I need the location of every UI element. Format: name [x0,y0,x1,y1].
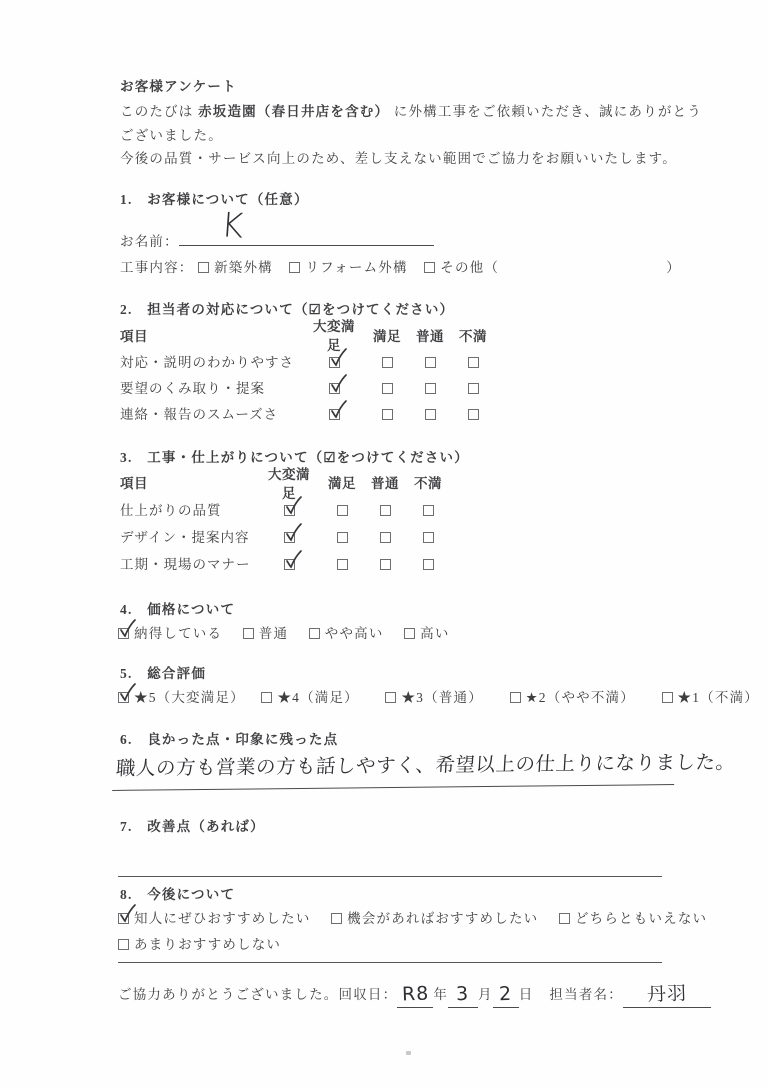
company-name: 赤坂造園（春日井店を含む） [198,104,390,119]
table-cell [310,380,358,399]
handwritten-checkmark [329,399,349,421]
option-label: ★1（不満） [677,690,759,705]
option-label: ★4（満足） [277,690,359,705]
table-cell [310,354,358,373]
table-cell [459,354,487,373]
handwritten-day: 2 [498,982,513,1006]
option-label: その他（ [440,260,500,275]
collection-year-field [397,980,433,1008]
column-header: 不満 [414,476,442,492]
rating-option-star1 [662,690,759,705]
checkbox [425,383,436,394]
checkbox [468,383,479,394]
checkbox [284,559,295,570]
table-cell [328,529,356,548]
intro-text: このたびは [120,104,199,119]
checkbox [329,383,340,394]
rating-option-star2 [510,690,640,705]
checkbox [118,913,129,924]
footer-divider [118,962,662,963]
option-label: 高い [420,626,450,641]
checkbox [118,939,129,950]
handwritten-year: R8 [401,982,430,1006]
checkbox [380,505,391,516]
checkbox [261,692,272,703]
checkbox [284,532,295,543]
price-option-normal [243,626,293,641]
table-cell [371,556,399,575]
staff-label: 担当者名： [549,987,623,1002]
handwritten-checkmark [284,549,304,571]
checkbox [510,692,521,703]
section4-title: 4. 価格について [120,602,236,617]
checkbox [380,559,391,570]
work-type-row [120,259,681,278]
handwritten-checkmark [118,618,138,640]
checkbox [289,262,300,273]
section7-title: 7. 改善点（あれば） [120,819,265,834]
option-label: ★3（普通） [401,690,483,705]
section5-title: 5. 総合評価 [120,666,207,681]
recommend-option-definitely [118,911,315,926]
section6-title: 6. 良かった点・印象に残った点 [120,732,339,747]
checkbox [404,628,415,639]
checkbox [423,532,434,543]
table-cell [265,529,313,548]
checkbox [385,692,396,703]
column-header: 大変満足 [268,466,310,501]
handwritten-checkmark [329,373,349,395]
checkbox [559,913,570,924]
year-label: 年 [433,987,449,1002]
table-cell [416,380,444,399]
table-cell [459,380,487,399]
work-option-new-build [198,260,277,275]
handwritten-name: K [219,205,246,248]
option-label: ★5（大変満足） [134,690,245,705]
price-option-satisfied [118,626,227,641]
table-cell [414,556,442,575]
section2-rating-table [120,319,487,428]
recommend-option-if-chance [331,911,543,926]
table-cell [414,502,442,521]
work-option-other [424,260,503,275]
checkbox [284,505,295,516]
row-label: 連絡・報告のスムーズさ [120,406,279,422]
section1-title: 1. お客様について（任意） [120,192,309,207]
intro-line-2: ございました。 [120,128,223,143]
collection-month-field [448,980,478,1008]
handwritten-checkmark [118,682,138,704]
checkbox [118,692,129,703]
option-label: 納得している [134,626,223,641]
checkbox [118,628,129,639]
paren-close: ） [666,260,681,275]
month-label: 月 [478,987,493,1002]
table-cell [373,406,401,425]
checkbox [329,357,340,368]
option-label: やや高い [324,626,384,641]
table-cell [328,556,356,575]
section3-rating-table [120,466,442,579]
handwritten-checkmark [284,522,304,544]
option-label: リフォーム外構 [305,260,408,275]
intro-line-3: 今後の品質・サービス向上のため、差し支えない範囲でご協力をお願いいたします。 [120,151,677,166]
column-header-item: 項目 [120,476,148,492]
checkbox [337,559,348,570]
handwritten-staff-name: 丹羽 [646,982,688,1006]
name-row [120,205,434,252]
checkbox [337,532,348,543]
row-label: 要望のくみ取り・提案 [120,380,265,396]
checkbox [662,692,673,703]
checkbox [424,262,435,273]
recommend-options-row2 [118,936,281,955]
handwritten-checkmark [329,347,349,369]
comment-field [112,749,737,791]
checkbox [423,505,434,516]
recommend-options-row1 [118,910,707,929]
rating-option-star4 [261,690,363,705]
column-header: 満足 [328,476,356,492]
checkbox [329,409,340,420]
scan-artifact-dot [406,1051,411,1055]
row-label: 工期・現場のマナー [120,557,251,573]
table-cell [328,502,356,521]
footer-row [118,980,711,1008]
work-type-label: 工事内容： [120,260,194,275]
checkbox [468,357,479,368]
table-cell [459,406,487,425]
name-label: お名前： [120,234,179,249]
checkbox [425,409,436,420]
name-field [179,205,434,248]
checkbox [380,532,391,543]
row-label: デザイン・提案内容 [120,530,250,546]
staff-name-field [623,980,711,1008]
table-cell [416,406,444,425]
column-header-item: 項目 [120,328,148,344]
option-label: あまりおすすめしない [134,937,282,952]
recommend-option-neutral [559,911,707,926]
price-option-high [404,626,449,641]
table-cell [414,529,442,548]
price-option-somewhat-high [309,626,388,641]
table-cell [265,502,313,521]
handwritten-comment: 職人の方も営業の方も話しやすく、希望以上の仕上りになりました。 [115,750,737,780]
work-option-reform [289,260,412,275]
table-cell [373,354,401,373]
checkbox [337,505,348,516]
option-label: ★2（やや不満） [525,690,635,705]
rating-option-star5 [118,690,249,705]
option-label: 普通 [258,626,289,641]
day-label: 日 [518,987,534,1002]
checkbox [382,357,393,368]
option-label: 機会があればおすすめしたい [347,911,539,926]
table-cell [265,556,313,575]
price-options-row [118,625,450,644]
table-cell [416,354,444,373]
table-cell [371,502,399,521]
page-title: お客様アンケート [120,79,237,94]
recommend-option-not-recommend [118,937,281,952]
checkbox [309,628,320,639]
section3-title: 3. 工事・仕上がりについて（☑をつけてください） [120,450,469,465]
section2-title: 2. 担当者の対応について（☑をつけてください） [120,302,455,317]
table-cell [371,529,399,548]
answer-line [118,876,662,877]
row-label: 仕上がりの品質 [120,503,222,519]
checkbox [423,559,434,570]
checkbox [382,383,393,394]
column-header: 満足 [373,328,401,344]
intro-text: に外構工事をご依頼いただき、誠にありがとう [389,104,702,119]
option-label: どちらともいえない [574,911,708,926]
column-header: 大変満足 [313,319,355,353]
checkbox [468,409,479,420]
handwritten-checkmark [118,903,138,925]
rating-option-star3 [385,690,487,705]
column-header: 不満 [459,328,487,344]
row-label: 対応・説明のわかりやすさ [120,354,294,370]
handwritten-month: 3 [456,982,470,1006]
checkbox [331,913,342,924]
overall-rating-row [118,689,759,708]
thanks-text: ご協力ありがとうございました。回収日： [118,987,398,1002]
column-header: 普通 [416,328,444,344]
section8-title: 8. 今後について [120,887,236,902]
option-label: 知人にぜひおすすめしたい [134,911,311,926]
table-cell [310,406,358,425]
checkbox [425,357,436,368]
collection-day-field [493,980,519,1008]
checkbox [243,628,254,639]
handwritten-checkmark [284,495,304,517]
option-label: 新築外構 [214,260,273,275]
table-cell [373,380,401,399]
checkbox [382,409,393,420]
checkbox [198,262,209,273]
column-header: 普通 [371,476,399,492]
intro-line-1 [120,103,702,122]
